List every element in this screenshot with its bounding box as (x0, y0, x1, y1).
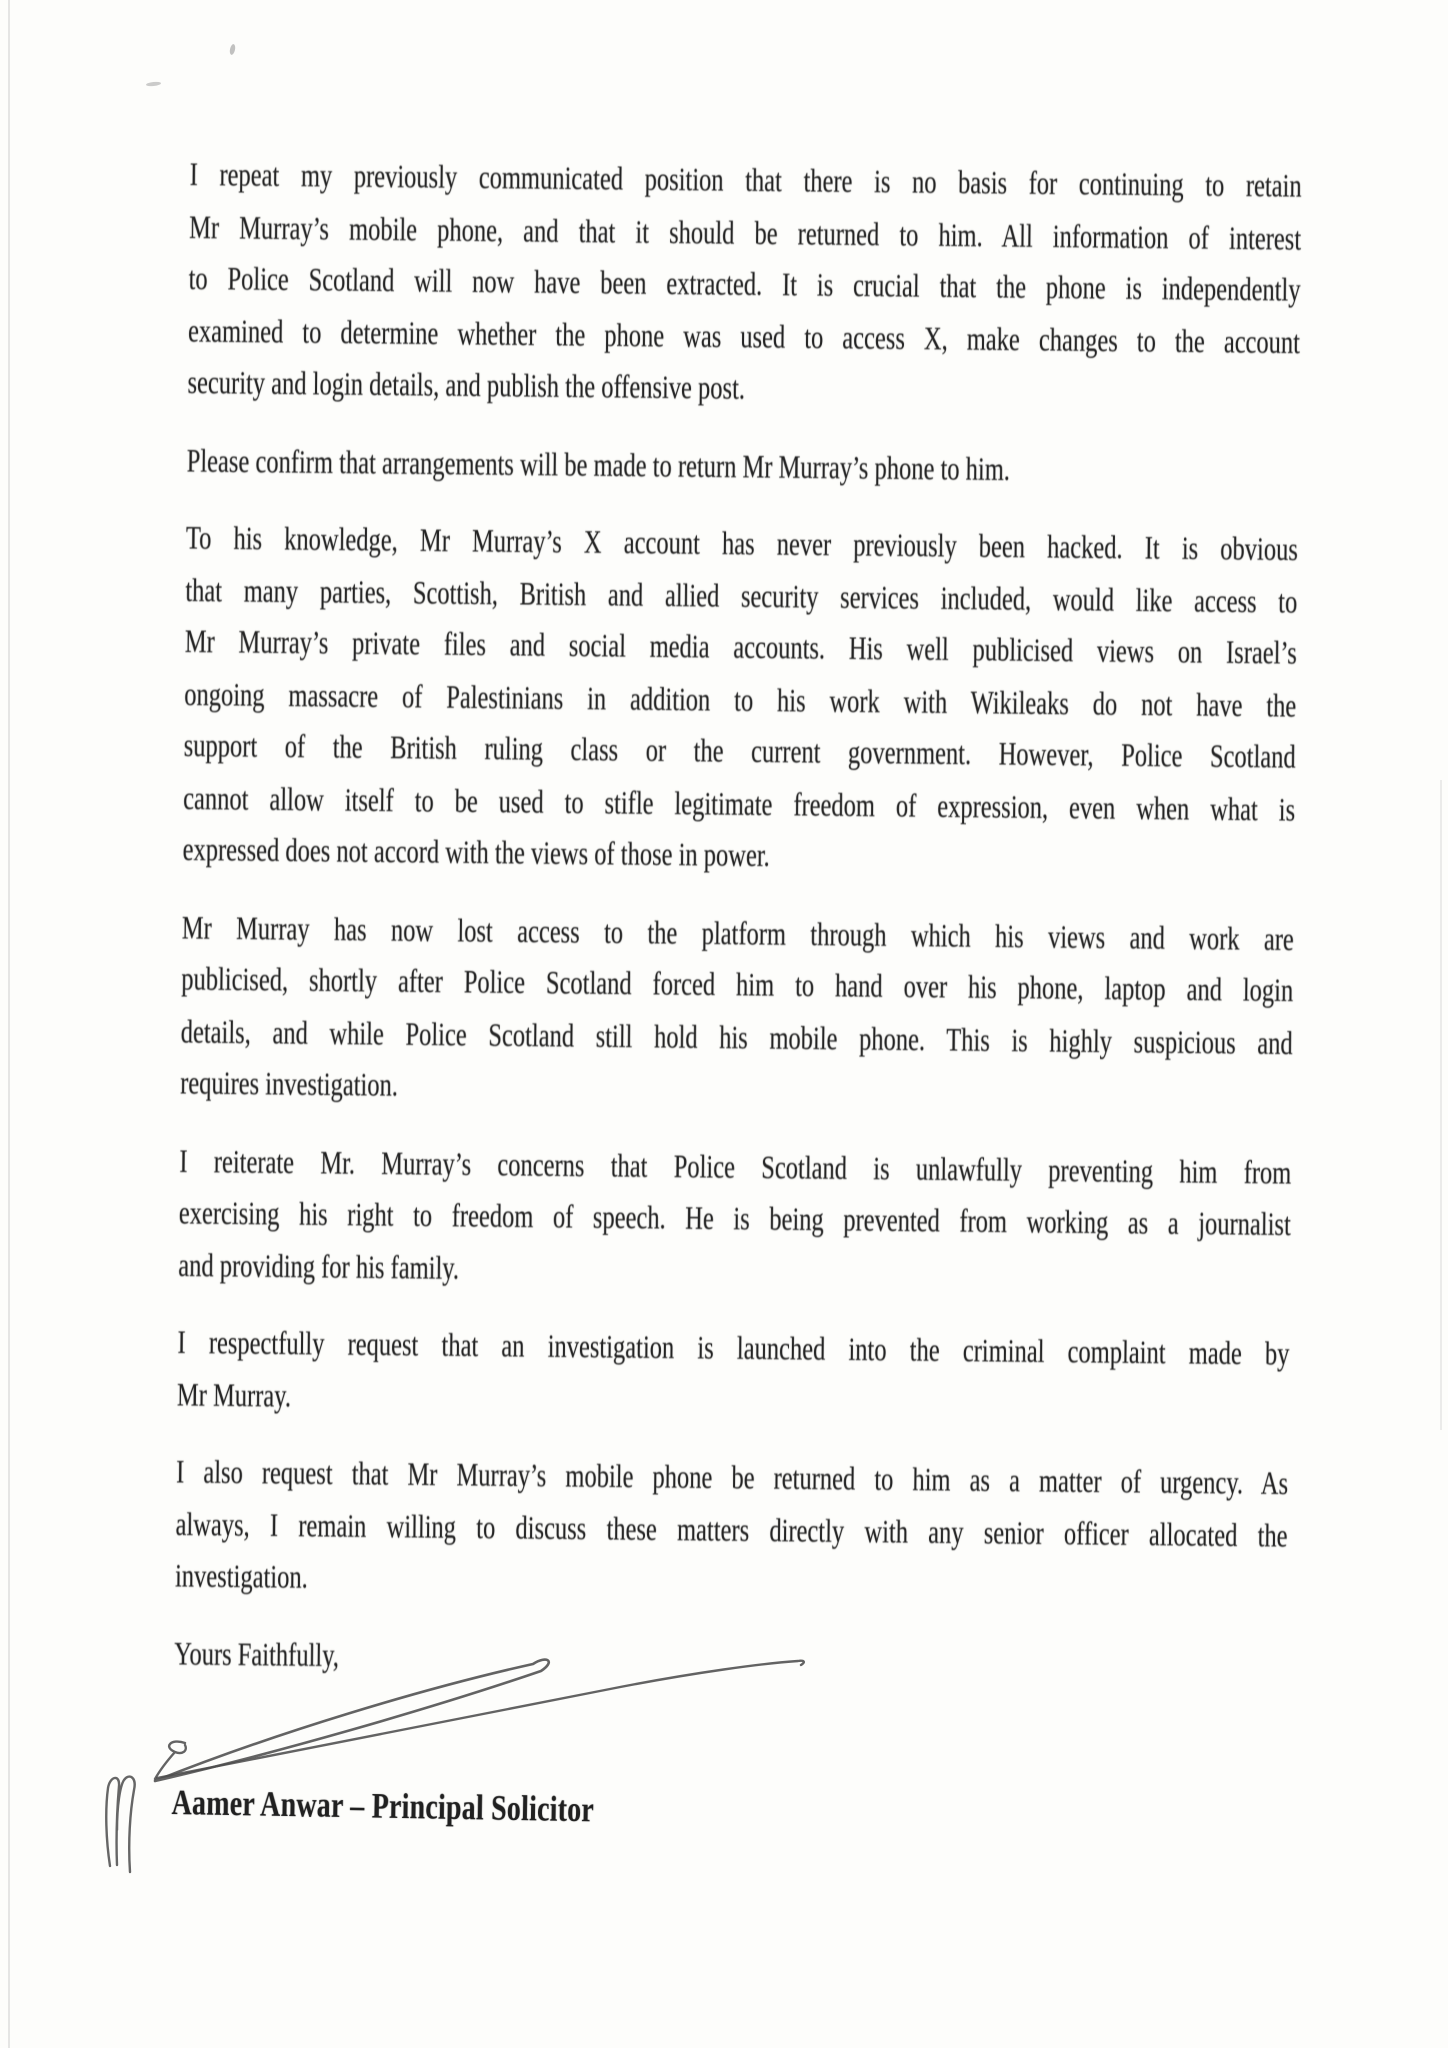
signature-flourish (105, 1648, 815, 1798)
text-line: ongoing massacre of Palestinians in addition to his work with Wikileaks do not have the (184, 675, 1297, 724)
text-line: I also request that Mr Murray’s mobile phone be returned to him as a matter of urgency. As (175, 1454, 1289, 1503)
paragraph (178, 1136, 1292, 1304)
text-line: cannot allow itself to be used to stifle legitimate freedom of expression, even when what is (183, 779, 1296, 828)
text-line: and providing for his family. (178, 1246, 460, 1287)
paragraph (182, 513, 1298, 888)
text-line: Mr Murray. (176, 1376, 292, 1415)
scan-artifact-left-edge (8, 0, 10, 2048)
text-line: examined to determine whether the phone was used to access X, make changes to the account (187, 312, 1301, 361)
paragraph (177, 1318, 1290, 1434)
text-line: publicised, shortly after Police Scotland forced him to hand over his phone, laptop and login (181, 961, 1294, 1010)
text-line: expressed does not accord with the views of those in power. (182, 831, 771, 875)
text-line: I repeat my previously communicated position that there is no basis for continuing to retain (189, 156, 1302, 205)
text-line: to Police Scotland will now have been extracted. It is crucial that the phone is independently (188, 260, 1301, 309)
scan-artifact-right-edge (1440, 780, 1442, 1430)
signature-initials (96, 1770, 144, 1875)
paragraph (187, 150, 1302, 422)
text-line: support of the British ruling class or the current government. However, Police Scotland (183, 727, 1296, 776)
scan-artifact-speck (229, 44, 236, 56)
text-line: To his knowledge, Mr Murray’s X account has never previously been hacked. It is obvious (185, 519, 1299, 568)
closing-line: Yours Faithfully, (174, 1635, 340, 1674)
text-line: exercising his right to freedom of speech. He is being prevented from working as a journalist (178, 1194, 1291, 1243)
paragraphs-container (175, 150, 1302, 1615)
paragraph (186, 436, 1298, 500)
letter-body (174, 150, 1302, 1692)
text-line: I reiterate Mr. Murray’s concerns that Police Scotland is unlawfully preventing him from (179, 1142, 1292, 1191)
text-line: that many parties, Scottish, British and allied security services included, would like access to (185, 571, 1298, 620)
text-line: Please confirm that arrangements will be made to return Mr Murray’s phone to him. (186, 442, 1011, 488)
text-line: Mr Murray’s private files and social media accounts. His well publicised views on Israel’s (184, 623, 1297, 672)
text-line: investigation. (174, 1557, 308, 1596)
text-line: security and login details, and publish the offensive post. (187, 364, 746, 407)
text-line: requires investigation. (180, 1065, 399, 1104)
paragraph (175, 1447, 1289, 1615)
text-line: details, and while Police Scotland still hold his mobile phone. This is highly suspicious and (180, 1013, 1293, 1062)
paragraph (180, 903, 1294, 1123)
signatory-name: Aamer Anwar – Principal Solicitor (171, 1783, 595, 1831)
text-line: Mr Murray’s mobile phone, and that it should be returned to him. All information of interest (189, 208, 1302, 257)
text-line: Mr Murray has now lost access to the platform through which his views and work are (181, 909, 1294, 958)
text-line: always, I remain willing to discuss these matters directly with any senior officer allocated the (175, 1506, 1288, 1555)
scan-artifact-speck (146, 81, 161, 87)
text-line: I respectfully request that an investigation is launched into the criminal complaint made by (177, 1324, 1290, 1373)
